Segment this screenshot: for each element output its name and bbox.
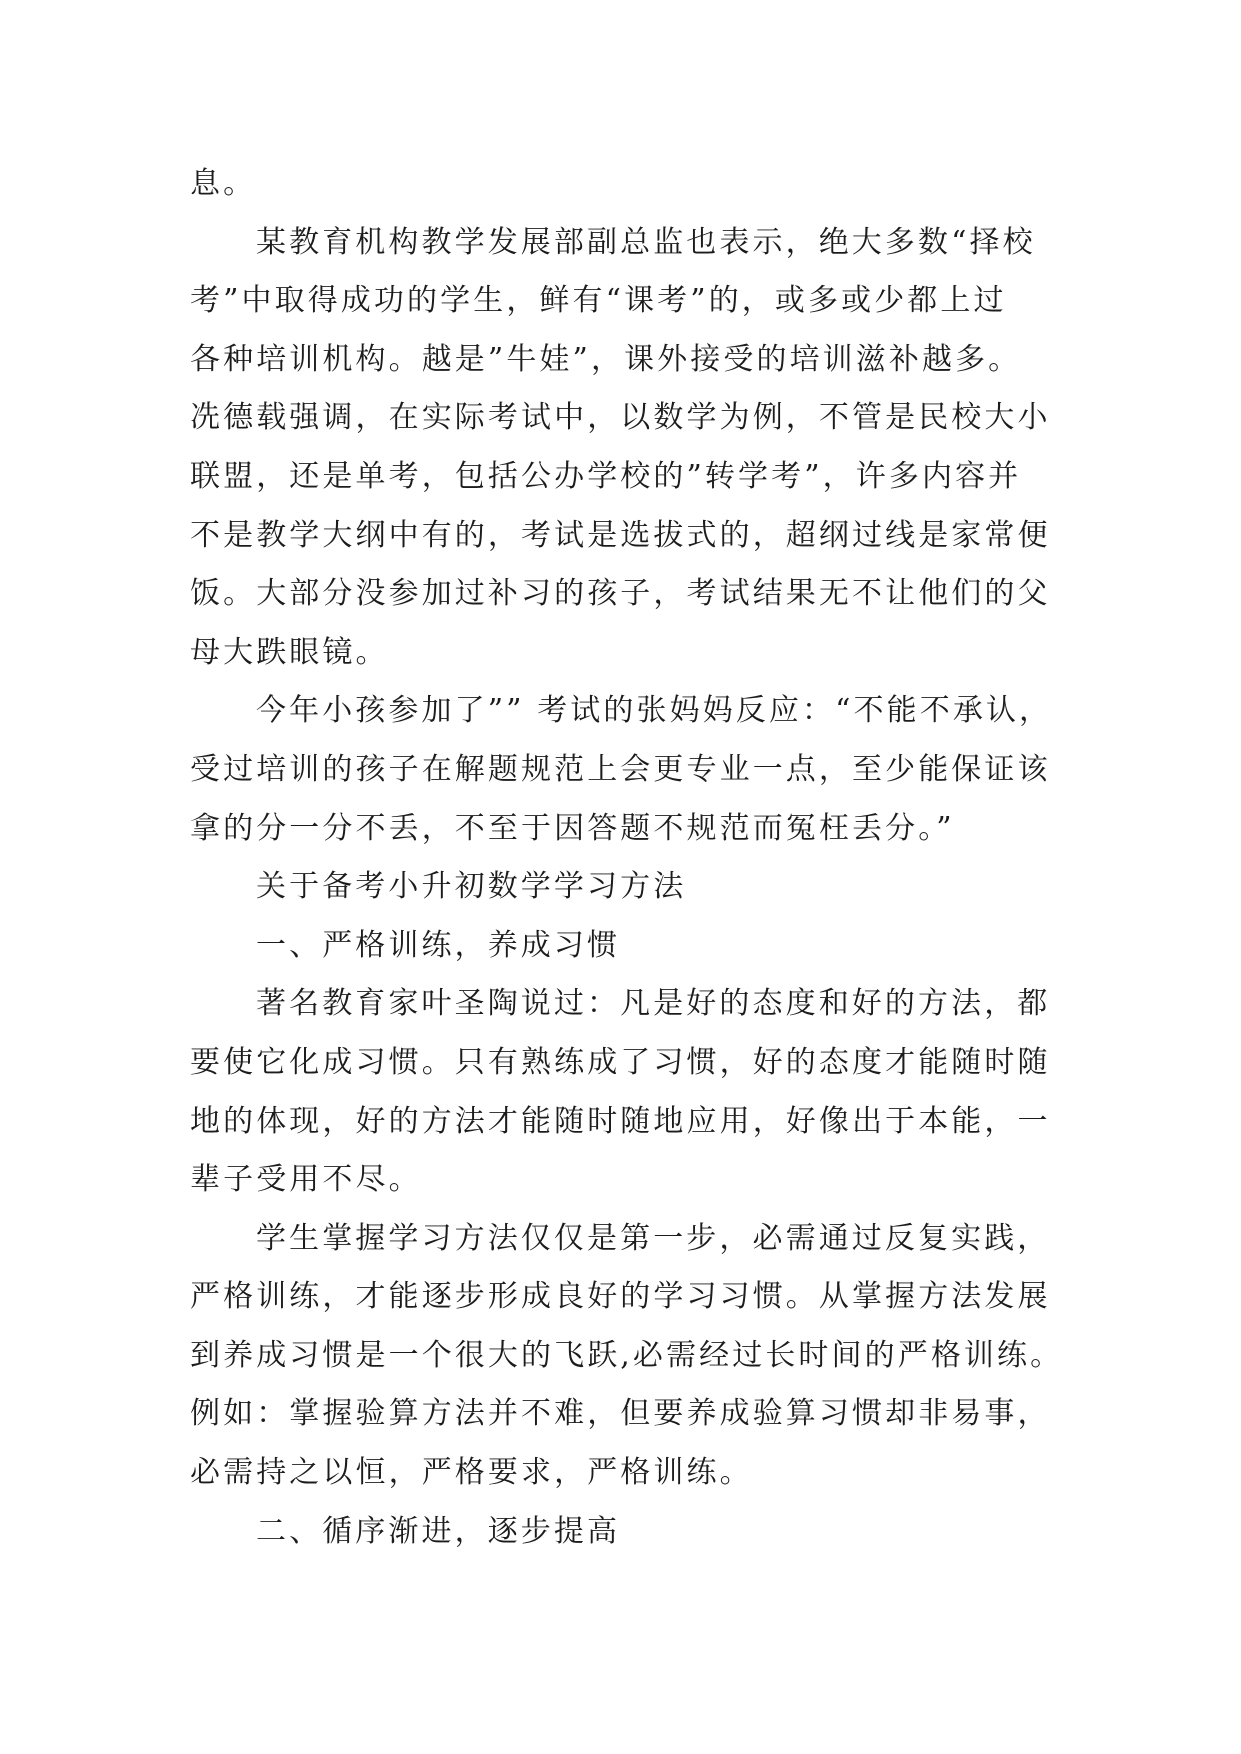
heading-line: 二、循序渐进，逐步提高: [256, 1513, 621, 1549]
paragraph-study-habits: [190, 1210, 1090, 1503]
text-line: 必需持之以恒，严格要求，严格训练。: [190, 1455, 753, 1491]
text-line: 今年小孩参加了”” 考试的张妈妈反应：“不能不承认，: [256, 693, 1053, 729]
text-line: 息。: [190, 166, 257, 201]
text-line: 要使它化成习惯。只有熟练成了习惯，好的态度才能随时随: [190, 1044, 1051, 1080]
heading-line: 关于备考小升初数学学习方法: [256, 869, 687, 905]
text-line: 母大跌眼镜。: [190, 634, 389, 670]
text-line: 辈子受用不尽。: [190, 1162, 422, 1198]
text-line: 冼德载强调，在实际考试中，以数学为例，不管是民校大小: [190, 400, 1051, 436]
paragraph-parent-quote: [190, 682, 1090, 858]
text-line: 著名教育家叶圣陶说过：凡是好的态度和好的方法，都: [256, 986, 1051, 1022]
text-line: 各种培训机构。越是”牛娃”，课外接受的培训滋补越多。: [190, 341, 1022, 377]
text-line: 饭。大部分没参加过补习的孩子，考试结果无不让他们的父: [190, 576, 1051, 612]
text-line: 拿的分一分不丢，不至于因答题不规范而冤枉丢分。”: [190, 810, 955, 846]
text-line: 严格训练，才能逐步形成良好的学习习惯。从掌握方法发展: [190, 1279, 1051, 1315]
subsection-heading-2: [190, 1503, 1090, 1562]
heading-line: 一、严格训练，养成习惯: [256, 927, 621, 963]
paragraph-continuation: [190, 155, 1090, 214]
document-body: [190, 155, 1090, 1561]
section-heading: [190, 858, 1090, 917]
text-line: 例如：掌握验算方法并不难，但要养成验算习惯却非易事，: [190, 1396, 1051, 1432]
text-line: 不是教学大纲中有的，考试是选拔式的，超纲过线是家常便: [190, 517, 1051, 553]
paragraph-ye-shengtao: [190, 975, 1090, 1209]
text-line: 考”中取得成功的学生，鲜有“课考”的，或多或少都上过: [190, 283, 1007, 319]
subsection-heading-1: [190, 917, 1090, 976]
text-line: 地的体现，好的方法才能随时随地应用，好像出于本能，一: [190, 1103, 1051, 1139]
paragraph-education-director: [190, 214, 1090, 683]
text-line: 受过培训的孩子在解题规范上会更专业一点，至少能保证该: [190, 751, 1051, 787]
text-line: 联盟，还是单考，包括公办学校的”转学考”，许多内容并: [190, 458, 1022, 494]
text-line: 学生掌握学习方法仅仅是第一步，必需通过反复实践，: [256, 1220, 1051, 1256]
text-line: 某教育机构教学发展部副总监也表示，绝大多数“择校: [256, 224, 1036, 260]
text-line: 到养成习惯是一个很大的飞跃,必需经过长时间的严格训练。: [190, 1337, 1064, 1373]
